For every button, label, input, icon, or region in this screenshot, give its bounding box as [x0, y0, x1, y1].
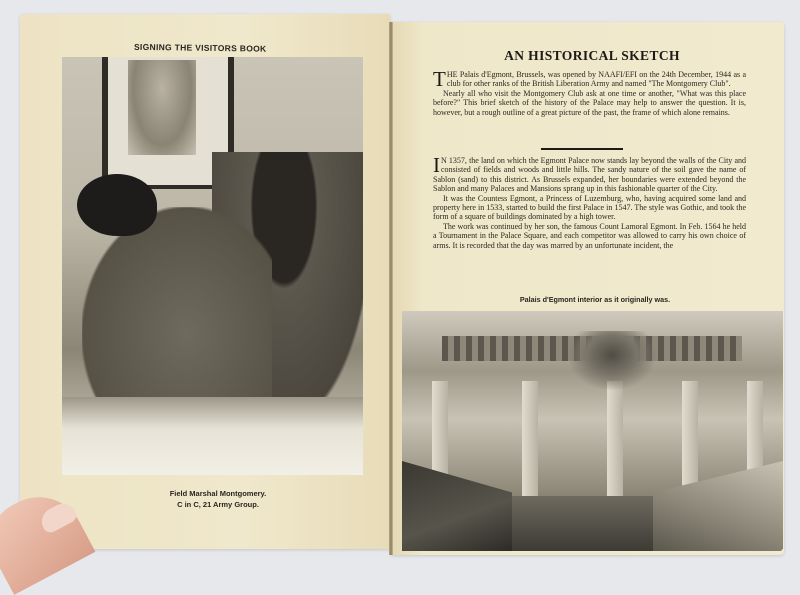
section-divider — [541, 148, 623, 150]
caption-line-2: C in C, 21 Army Group. — [177, 500, 259, 509]
portrait-image — [128, 60, 196, 155]
left-photo-caption — [128, 488, 308, 510]
chairs-right-row — [653, 461, 783, 551]
chairs-left-row — [402, 461, 512, 551]
chandelier-icon — [567, 331, 657, 391]
desk-with-book — [62, 397, 363, 475]
right-page-title: AN HISTORICAL SKETCH — [504, 48, 680, 63]
left-page-title: SIGNING THE VISITORS BOOK — [133, 41, 267, 54]
right-photo-caption: Palais d'Egmont interior as it originally was. — [519, 295, 671, 304]
booklet-spine — [389, 22, 393, 555]
intro-section — [433, 67, 746, 117]
history-paragraph-2: It was the Countess Egmont, a Princess of Luzemburg, who, having acquired some land and property here in 1533, started to build the first Palace in 1547. The style was Gothic, and took the form of a square of buildings dominated by a high tower. — [433, 193, 746, 222]
history-paragraph-3: The work was continued by her son, the famous Count Lamoral Egmont. In Feb. 1564 he held a Tournament in the Palace Square, and each competitor was allowed to carry his own choice of arms. It is recorded that the day was marred by an unfortunate incident, the — [433, 221, 746, 250]
history-section — [433, 153, 746, 250]
caption-line-1: Field Marshal Montgomery. — [169, 489, 267, 498]
intro-paragraph-1: THE Palais d'Egmont, Brussels, was opened by NAAFI/EFI on the 24th December, 1944 as a club for other ranks of the British Liberation Army and named "The Montgomery Club". — [433, 67, 746, 91]
history-paragraph-1: I N 1357, the land on which the Egmont Palace now stands lay beyond the walls of the City and consisted of fields and woods and little hills. The sandy nature of the soil gave the name of Sablon (sand) to this district. As Brussels expanded, her boundaries were extended beyond the Sablon and many Palaces and Mansions sprang up in this fashionable quarter of the City. — [433, 153, 746, 194]
beret-icon — [77, 174, 157, 236]
montgomery-photo — [62, 57, 363, 475]
dropcap-t: T — [433, 67, 446, 91]
dropcap-i: I — [433, 153, 440, 177]
palace-interior-photo — [402, 311, 783, 551]
intro-paragraph-2: Nearly all who visit the Montgomery Club ask at one time or another, "What was this place before?" This brief sketch of the history of the Palace may help to answer the question. It is, however, but a rough outline of a great picture of the past, the frame of which alone remains. — [433, 88, 746, 117]
